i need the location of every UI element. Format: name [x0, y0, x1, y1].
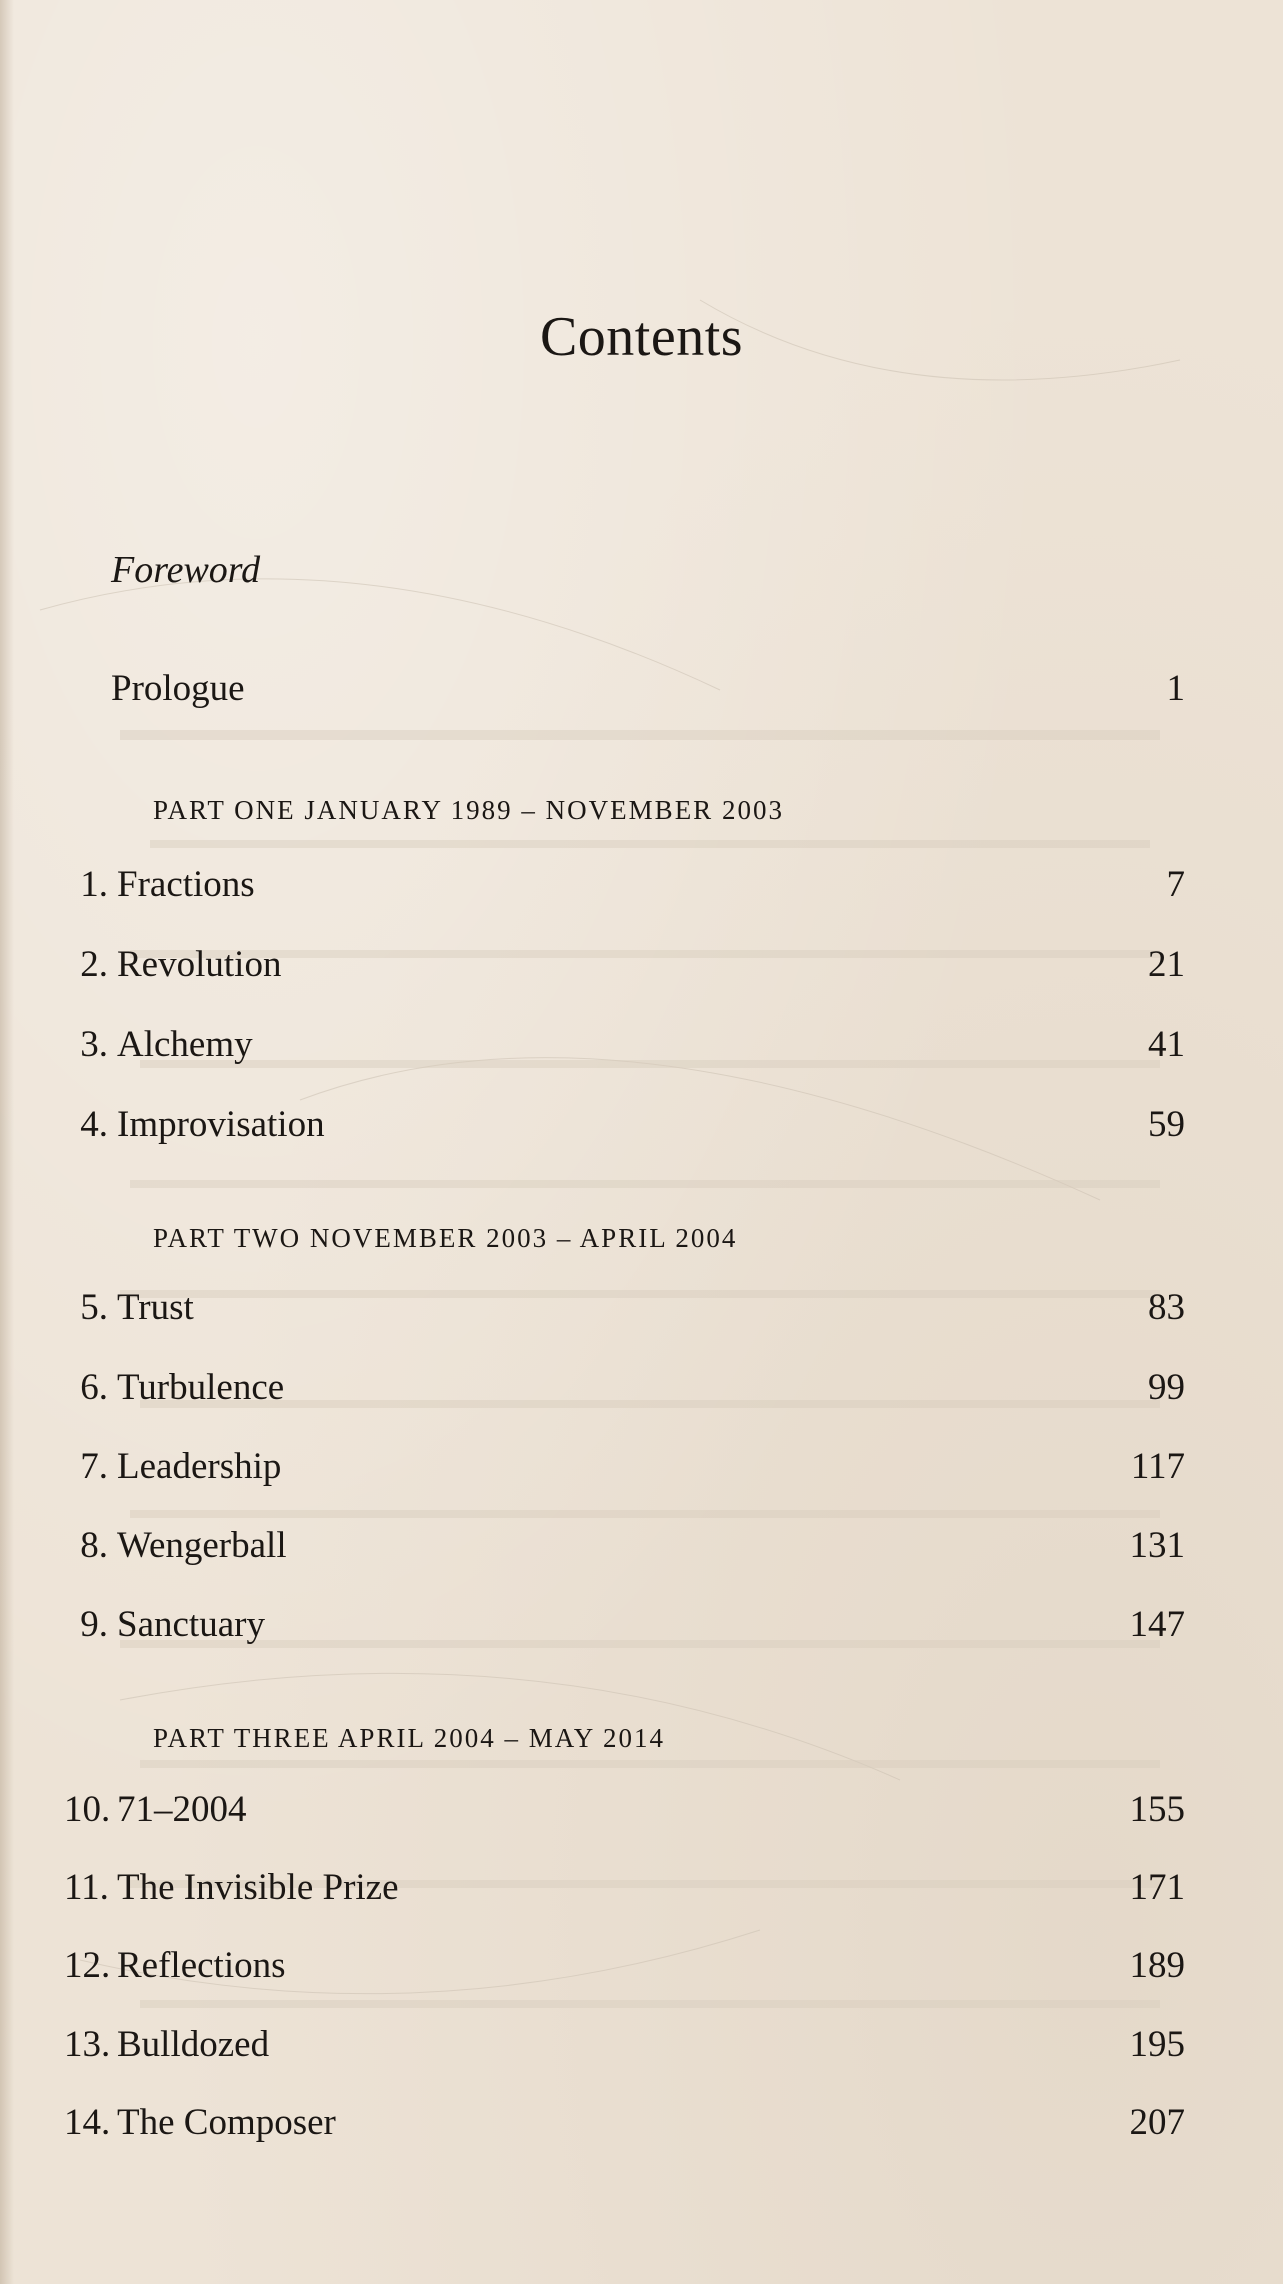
- chapter-title: Trust: [117, 1287, 194, 1328]
- chapter-page-number: 99: [1148, 1367, 1185, 1408]
- part-one-heading: PART ONE JANUARY 1989 – NOVEMBER 2003: [153, 795, 784, 825]
- chapter-page-number: 155: [1129, 1789, 1185, 1830]
- chapter-number: 5.: [80, 1287, 108, 1328]
- toc-entry: [0, 2101, 1283, 2157]
- chapter-title: Revolution: [117, 944, 282, 985]
- chapter-title: Sanctuary: [117, 1604, 265, 1645]
- toc-entry: [0, 1286, 1283, 1342]
- chapter-title: 71–2004: [117, 1789, 247, 1830]
- toc-entry: [0, 943, 1283, 999]
- chapter-page-number: 41: [1148, 1024, 1185, 1065]
- chapter-number: 14.: [64, 2102, 111, 2143]
- chapter-title: Leadership: [117, 1446, 282, 1487]
- toc-entry: [0, 1524, 1283, 1580]
- chapter-page-number: 83: [1148, 1287, 1185, 1328]
- part-two-heading: PART TWO NOVEMBER 2003 – APRIL 2004: [153, 1223, 738, 1253]
- toc-entry: [0, 1866, 1283, 1922]
- chapter-number: 4.: [80, 1104, 108, 1145]
- chapter-page-number: 7: [1166, 864, 1185, 905]
- toc-entry: [0, 863, 1283, 919]
- chapter-title: Fractions: [117, 864, 255, 905]
- toc-entry: [0, 2023, 1283, 2079]
- chapter-page-number: 131: [1129, 1525, 1185, 1566]
- chapter-title: Wengerball: [117, 1525, 287, 1566]
- part-three-heading: PART THREE APRIL 2004 – MAY 2014: [153, 1723, 665, 1753]
- toc-entry: [0, 1788, 1283, 1844]
- chapter-page-number: 207: [1129, 2102, 1185, 2143]
- prologue-entry: [0, 667, 1283, 723]
- chapter-number: 7.: [80, 1446, 108, 1487]
- chapter-title: Improvisation: [117, 1104, 325, 1145]
- chapter-number: 11.: [64, 1867, 109, 1908]
- toc-entry: [0, 1103, 1283, 1159]
- chapter-number: 2.: [80, 944, 108, 985]
- chapter-number: 10.: [64, 1789, 111, 1830]
- chapter-number: 8.: [80, 1525, 108, 1566]
- chapter-page-number: 21: [1148, 944, 1185, 985]
- toc-entry: [0, 1366, 1283, 1422]
- prologue-label: Prologue: [111, 668, 245, 709]
- chapter-page-number: 147: [1129, 1604, 1185, 1645]
- chapter-number: 1.: [80, 864, 108, 905]
- foreword-entry: Foreword: [111, 549, 261, 591]
- chapter-number: 3.: [80, 1024, 108, 1065]
- chapter-page-number: 171: [1129, 1867, 1185, 1908]
- chapter-page-number: 189: [1129, 1945, 1185, 1986]
- prologue-page-number: 1: [1166, 668, 1185, 709]
- chapter-title: The Composer: [117, 2102, 336, 2143]
- chapter-title: Alchemy: [117, 1024, 253, 1065]
- chapter-title: Turbulence: [117, 1367, 285, 1408]
- chapter-page-number: 195: [1129, 2024, 1185, 2065]
- chapter-title: Bulldozed: [117, 2024, 270, 2065]
- chapter-page-number: 117: [1130, 1446, 1185, 1487]
- chapter-number: 12.: [64, 1945, 111, 1986]
- toc-entry: [0, 1944, 1283, 2000]
- toc-entry: [0, 1023, 1283, 1079]
- chapter-title: The Invisible Prize: [117, 1867, 399, 1908]
- toc-entry: [0, 1603, 1283, 1659]
- chapter-number: 13.: [64, 2024, 111, 2065]
- chapter-number: 6.: [80, 1367, 108, 1408]
- chapter-title: Reflections: [117, 1945, 286, 1986]
- page-title: Contents: [539, 306, 744, 368]
- toc-entry: [0, 1445, 1283, 1501]
- chapter-number: 9.: [80, 1604, 108, 1645]
- chapter-page-number: 59: [1148, 1104, 1185, 1145]
